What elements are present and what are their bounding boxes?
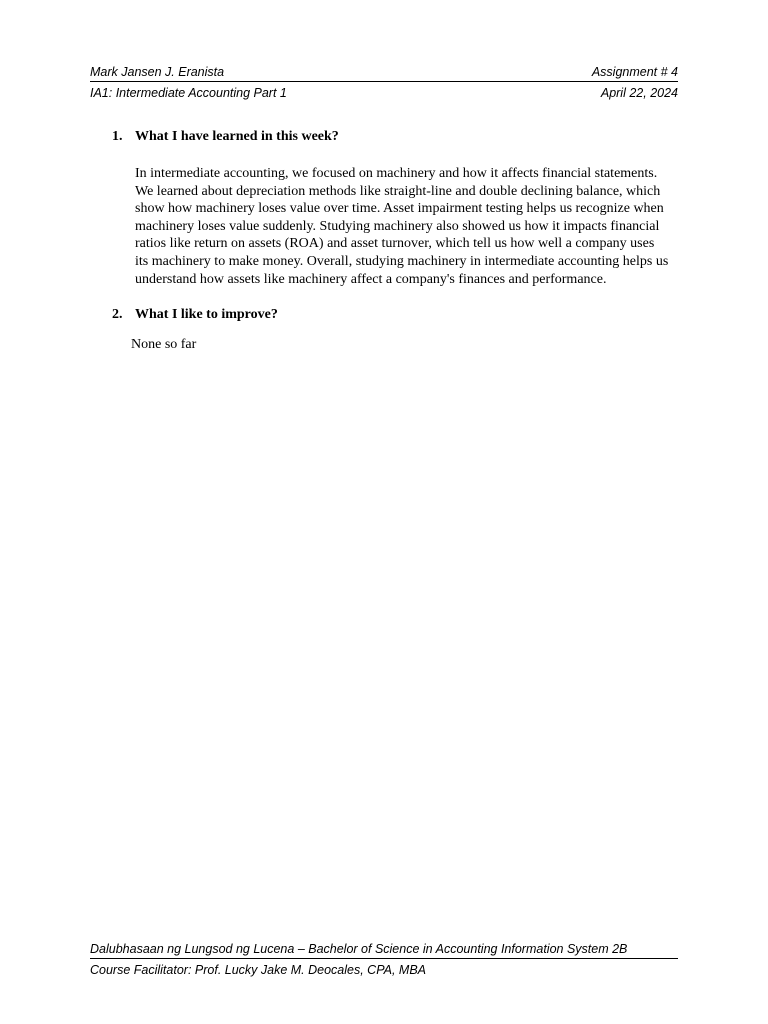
- question-heading: [90, 128, 680, 146]
- answer-paragraph: None so far: [131, 337, 197, 353]
- question-text: What I have learned in this week?: [135, 129, 339, 144]
- assignment-number: Assignment # 4: [591, 65, 678, 79]
- footer-facilitator: Course Facilitator: Prof. Lucky Jake M. Deocales, CPA, MBA: [90, 963, 426, 977]
- document-body: [90, 128, 680, 354]
- footer-divider: [90, 958, 678, 959]
- assignment-date: April 22, 2024: [600, 86, 678, 100]
- question-number: 2.: [112, 307, 123, 323]
- question-number: 1.: [112, 129, 123, 144]
- question-text: What I like to improve?: [135, 307, 278, 323]
- question-heading: [90, 306, 680, 324]
- answer-paragraph: In intermediate accounting, we focused on machinery and how it affects financial statements. We learned about depreciation methods like straight-line and double declining balance, which show how machinery loses value over time. Asset impairment testing helps us recognize when machinery loses value suddenly. Studying machinery also showed us how it impacts financial ratios like return on assets (ROA) and asset turnover, which tell us how well a company uses its machinery to make money. Overall, studying machinery in intermediate accounting helps us understand how assets like machinery affect a company's finances and performance.: [135, 166, 669, 287]
- author-name: Mark Jansen J. Eranista: [90, 65, 225, 79]
- header-top-row: [90, 64, 678, 80]
- header-bottom-row: [90, 85, 678, 101]
- footer-institution: Dalubhasaan ng Lungsod ng Lucena – Bachelor of Science in Accounting Information System 2B: [90, 942, 628, 956]
- course-title: IA1: Intermediate Accounting Part 1: [90, 86, 287, 100]
- header-divider: [90, 81, 678, 82]
